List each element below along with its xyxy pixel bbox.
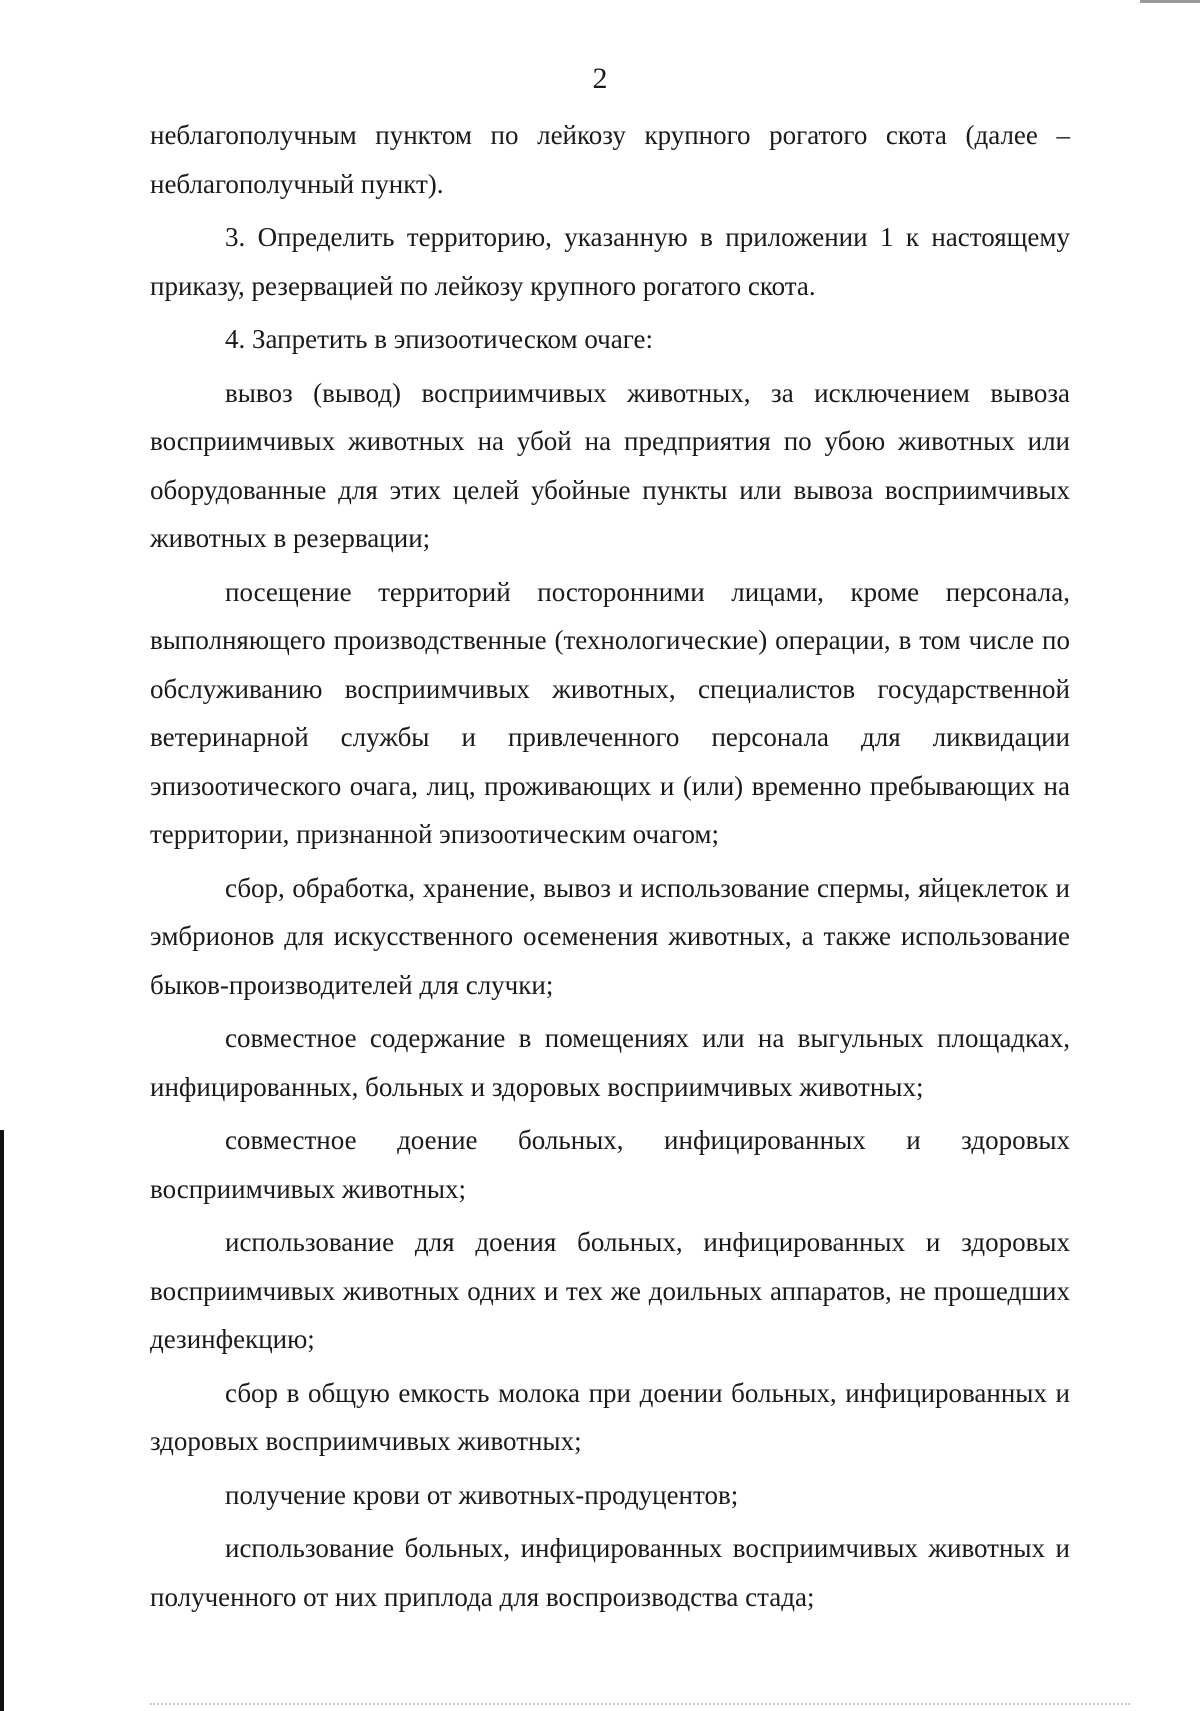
paragraph-ban-reproduction: использование больных, инфицированных восприимчивых животных и полученного от них приплода для воспроизводства стада; <box>150 1533 1070 1612</box>
paragraph-item-3: 3. Определить территорию, указанную в приложении 1 к настоящему приказу, резервацией по лейкозу крупного рогатого скота. <box>150 222 1070 301</box>
document-body <box>150 111 1070 1621</box>
paragraph-ban-joint-milking: совместное доение больных, инфицированных и здоровых восприимчивых животных; <box>150 1125 1070 1204</box>
paragraph-ban-shared-equipment: использование для доения больных, инфицированных и здоровых восприимчивых животных одних и тех же доильных аппаратов, не прошедших дезинфекцию; <box>150 1227 1070 1354</box>
paragraph-continuation: неблагополучным пунктом по лейкозу крупного рогатого скота (далее – неблагополучный пункт). <box>150 120 1070 199</box>
page-number: 2 <box>592 62 608 95</box>
paragraph-item-4: 4. Запретить в эпизоотическом очаге: <box>225 324 653 354</box>
paragraph-ban-common-container: сбор в общую емкость молока при доении больных, инфицированных и здоровых восприимчивых животных; <box>150 1377 1070 1456</box>
scan-left-edge <box>0 1130 4 1711</box>
scan-edge-mark <box>1140 0 1200 3</box>
paragraph-ban-sperm: сбор, обработка, хранение, вывоз и использование спермы, яйцеклеток и эмбрионов для искусственного осеменения животных, а также использование быков-производителей для случки; <box>150 872 1070 1000</box>
paragraph-ban-visits: посещение территорий посторонними лицами, кроме персонала, выполняющего производственные (технологические) операции, в том числе по обслуживанию восприимчивых животных, специалистов государственной ветеринарной службы и привлеченного персонала для ликвидации эпизоотического очага, лиц, проживающих и (или) временно пребывающих на территории, признанной эпизоотическим очагом; <box>150 576 1070 849</box>
paragraph-ban-export: вывоз (вывод) восприимчивых животных, за исключением вывоза восприимчивых животных на убой на предприятия по убою животных или оборудованные для этих целей убойные пункты или вывоза восприимчивых животных в резервации; <box>150 377 1070 553</box>
paragraph-ban-joint-keeping: совместное содержание в помещениях или на выгульных площадках, инфицированных, больных и здоровых восприимчивых животных; <box>150 1023 1070 1102</box>
scan-bottom-edge <box>150 1701 1130 1705</box>
paragraph-ban-blood: получение крови от животных-продуцентов; <box>225 1479 739 1510</box>
